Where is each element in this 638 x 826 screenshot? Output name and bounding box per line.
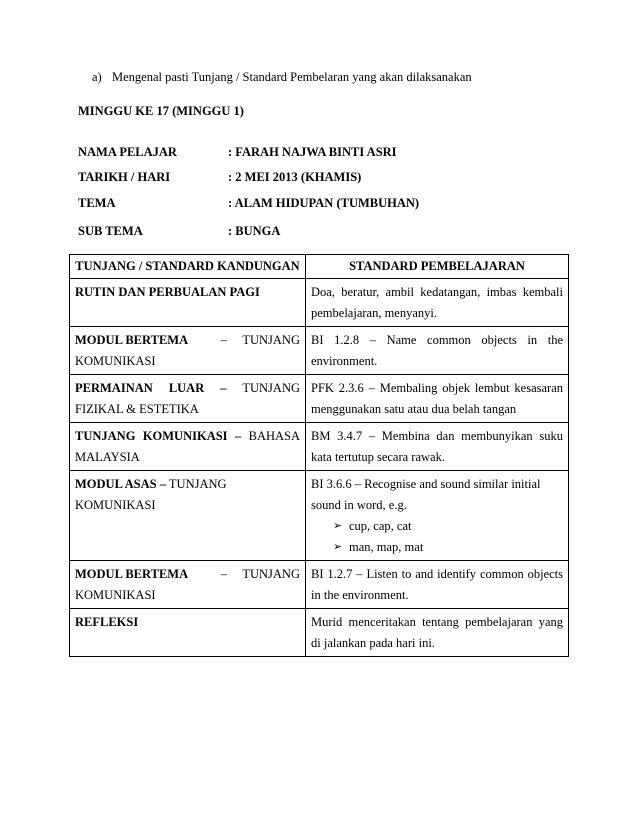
field-date-label: TARIKH / HARI xyxy=(78,170,171,184)
row-left-cell xyxy=(70,279,306,327)
table-row xyxy=(70,279,569,327)
arrow-bullet-icon: ➢ xyxy=(333,541,343,553)
row-left-cell xyxy=(70,609,306,657)
row-left-cell xyxy=(70,375,306,423)
row-right-cell: Murid menceritakan tentang pembelajaran yang di jalankan pada hari ini. xyxy=(306,609,569,657)
row-right-cell xyxy=(306,471,569,561)
table-row xyxy=(70,561,569,609)
field-theme xyxy=(78,196,419,211)
lesson-table xyxy=(69,254,569,657)
field-name xyxy=(78,145,397,160)
table-row xyxy=(70,609,569,657)
week-heading: MINGGU KE 17 (MINGGU 1) xyxy=(78,104,244,118)
row-left-rest-a: – TUNJANG xyxy=(220,567,300,581)
field-name-value: : FARAH NAJWA BINTI ASRI xyxy=(228,145,397,159)
field-name-label: NAMA PELAJAR xyxy=(78,145,177,159)
row-left-bold: REFLEKSI xyxy=(75,615,139,629)
intro-letter: a) xyxy=(92,70,102,84)
row-left-cell xyxy=(70,561,306,609)
row-left-bold: PERMAINAN LUAR – xyxy=(75,381,227,395)
intro-line xyxy=(92,70,472,85)
row-left-cell xyxy=(70,423,306,471)
row-left-bold: MODUL BERTEMA xyxy=(75,333,189,347)
row-right-cell: Doa, beratur, ambil kedatangan, imbas kembali pembelajaran, menyanyi. xyxy=(306,279,569,327)
row-left-rest: TUNJANG FIZIKAL & ESTETIKA xyxy=(75,381,300,416)
field-theme-label: TEMA xyxy=(78,196,116,210)
list-item xyxy=(333,516,563,537)
header-tunjang: TUNJANG / STANDARD KANDUNGAN xyxy=(70,255,306,279)
list-item-text: cup, cap, cat xyxy=(349,519,412,533)
field-theme-value: : ALAM HIDUPAN (TUMBUHAN) xyxy=(228,196,420,210)
arrow-bullet-icon: ➢ xyxy=(333,520,343,532)
list-item xyxy=(333,537,563,558)
row-left-cell xyxy=(70,471,306,561)
row-left-rest-b: KOMUNIKASI xyxy=(75,354,156,368)
row-left-rest-b: KOMUNIKASI xyxy=(75,588,156,602)
row-right-cell: BI 1.2.8 – Name common objects in the environment. xyxy=(306,327,569,375)
row-left-bold: MODUL BERTEMA xyxy=(75,567,189,581)
row-left-rest: TUNJANG KOMUNIKASI xyxy=(75,477,227,512)
field-date xyxy=(78,170,361,185)
field-subtheme-label: SUB TEMA xyxy=(78,224,143,238)
example-list xyxy=(311,516,563,558)
table-row xyxy=(70,327,569,375)
field-subtheme-value: : BUNGA xyxy=(228,224,281,238)
table-header-row xyxy=(70,255,569,279)
intro-text: Mengenal pasti Tunjang / Standard Pembelaran yang akan dilaksanakan xyxy=(112,70,472,84)
field-subtheme xyxy=(78,224,280,239)
header-standard: STANDARD PEMBELAJARAN xyxy=(306,255,569,279)
row-right-cell: BI 1.2.7 – Listen to and identify common objects in the environment. xyxy=(306,561,569,609)
row-right-cell: PFK 2.3.6 – Membaling objek lembut kesasaran menggunakan satu atau dua belah tangan xyxy=(306,375,569,423)
row-right-text: BI 3.6.6 – Recognise and sound similar initial sound in word, e.g. xyxy=(311,477,541,512)
table-row xyxy=(70,471,569,561)
row-left-bold: MODUL ASAS – xyxy=(75,477,166,491)
row-left-rest-a: – TUNJANG xyxy=(220,333,300,347)
row-left-bold: RUTIN DAN PERBUALAN PAGI xyxy=(75,285,260,299)
row-left-rest: BAHASA MALAYSIA xyxy=(75,429,301,464)
field-date-value: : 2 MEI 2013 (KHAMIS) xyxy=(228,170,362,184)
list-item-text: man, map, mat xyxy=(349,540,424,554)
row-left-cell xyxy=(70,327,306,375)
row-right-cell: BM 3.4.7 – Membina dan membunyikan suku kata tertutup secara rawak. xyxy=(306,423,569,471)
table-row xyxy=(70,423,569,471)
table-row xyxy=(70,375,569,423)
row-left-bold: TUNJANG KOMUNIKASI – xyxy=(75,429,242,443)
